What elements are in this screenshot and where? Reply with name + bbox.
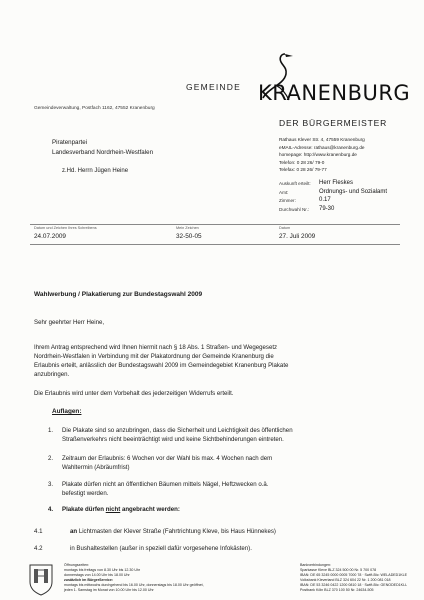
condition-item — [48, 455, 388, 475]
municipal-seal-icon — [28, 562, 54, 596]
salutation-text: Sehr geehrter Herr Heine, — [34, 319, 105, 326]
condition-number: 3. — [48, 481, 54, 488]
contact-telefax: Telefax: 0 28 26/ 79-77 — [279, 167, 327, 173]
footer-line: Sparkasse Kleve BLZ 324 500 00 Nr. 5 700 078 — [300, 568, 377, 572]
footer-bank-details — [300, 563, 407, 593]
condition-text-emphasis: nicht — [105, 506, 121, 513]
info-value: Ordnungs- und Sozialamt — [319, 188, 388, 195]
sub-item-text — [70, 545, 252, 552]
their-reference-label: Datum und Zeichen Ihres Schreibens — [34, 226, 97, 230]
info-value: 0.17 — [319, 197, 331, 204]
condition-item — [48, 481, 388, 501]
contact-address: Rathaus Klever Str. 4, 47559 Kranenburg — [279, 137, 365, 142]
condition-text-part: angebracht werden: — [120, 506, 180, 513]
footer-line: montags bis freitags von 8.30 Uhr bis 12.30 Uhr — [64, 568, 141, 572]
letterhead-name: KRANENBURG — [258, 81, 411, 105]
condition-line: Die Plakate sind so anzubringen, dass die Sicherheit und Leichtigkeit des öffentlichen — [62, 427, 293, 434]
condition-line: Straßenverkehrs nicht beeinträchtigt wird und keine Sichtbehinderungen eintreten. — [62, 435, 284, 443]
paragraph-line: Ihrem Antrag entsprechend wird Ihnen hiermit nach § 18 Abs. 1 Straßen- und Wegegesetz — [34, 344, 278, 351]
info-label: Auskunft erteilt: — [279, 181, 311, 186]
condition-text — [62, 506, 180, 515]
letter-subject: Wahlwerbung / Plakatierung zur Bundestagswahl 2009 — [34, 291, 203, 298]
condition-text — [62, 455, 272, 473]
condition-line: Wahltermin (Abräumfrist) — [62, 463, 130, 471]
sub-item-text-part: in Bushaltestellen (außer in speziell dafür vorgesehene Infokästen). — [70, 545, 252, 552]
our-reference-label: Mein Zeichen — [176, 226, 199, 230]
sub-item-emphasis: an — [70, 528, 78, 535]
sub-item-text — [70, 528, 276, 535]
condition-text-part: Plakate dürfen — [62, 506, 106, 513]
info-value: 79-30 — [319, 205, 335, 212]
paragraph-line: anzubringen. — [34, 371, 70, 378]
our-reference-value: 32-50-05 — [176, 233, 202, 240]
footer-line: Postbank Köln BLZ 370 100 50 Nr. 24634-505 — [300, 588, 374, 592]
body-paragraph — [34, 389, 234, 398]
reference-divider — [30, 244, 400, 245]
info-label: Zimmer: — [279, 198, 296, 204]
footer-line: IBAN: DE 53 3246 0422 1200 0810 18 · Swift-Bic: GENODED1KLL — [300, 583, 408, 587]
sub-item — [34, 545, 394, 554]
contact-block — [279, 136, 365, 174]
letterhead-office: DER BÜRGERMEISTER — [279, 118, 388, 128]
info-value: Herr Fleskes — [319, 180, 354, 186]
condition-item — [48, 506, 388, 516]
paragraph-line: Erlaubnis erteilt, anlässlich der Bundestagswahl 2009 im Gemeindegebiet Kranenburg Plakate — [34, 362, 289, 369]
footer-line: IBAN: DE 65 3245 0000 0005 7000 78 · Swift-Bic: WELADED1KLE — [300, 573, 408, 577]
footer-line: montags bis mittwochs durchgehend bis 16.00 Uhr, donnerstags bis 18.00 Uhr geöffnet, — [64, 583, 204, 587]
condition-text — [62, 481, 269, 499]
footer-line: Öffnungszeiten: — [64, 563, 90, 567]
paragraph-line: Nordrhein-Westfalen in Verbindung mit der Plakatordnung der Gemeinde Kranenburg die — [34, 353, 274, 360]
condition-number: 4. — [48, 506, 54, 513]
reference-divider — [30, 224, 400, 225]
contact-email: eMAIL-Adresse: rathaus@kranenburg.de — [279, 144, 365, 150]
footer-line: donnerstags von 14.00 Uhr bis 18.00 Uhr — [64, 573, 130, 577]
info-label: Amt: — [279, 189, 289, 195]
footer-opening-hours — [64, 563, 204, 593]
date-label: Datum — [279, 226, 291, 230]
condition-line: Zeitraum der Erlaubnis: 6 Wochen vor der Wahl bis max. 4 Wochen nach dem — [62, 455, 273, 462]
their-reference-value: 24.07.2009 — [34, 233, 66, 240]
sub-item-number: 4.2 — [34, 545, 43, 552]
sub-item-text-part: Lichtmasten der Klever Straße (Fahrtrichtung Kleve, bis Haus Hünnekes) — [77, 528, 276, 535]
recipient-line: Piratenpartei — [52, 139, 88, 146]
recipient-address — [52, 138, 153, 157]
body-paragraph — [34, 343, 288, 379]
conditions-heading: Auflagen: — [52, 408, 82, 415]
sender-return-address: Gemeindeverwaltung, Postfach 1162, 47552 Kranenburg — [34, 106, 155, 111]
footer-line: zusätzlich im BürgerService: — [64, 578, 114, 582]
condition-number: 1. — [48, 427, 54, 434]
condition-number: 2. — [48, 455, 54, 462]
sub-item — [34, 528, 394, 537]
footer-line: jeden 1. Samstag im Monat von 10.00 Uhr bis 12.00 Uhr — [64, 588, 154, 592]
contact-telefon: Telefon: 0 28 26/ 79-0 — [279, 159, 325, 165]
footer-line: Volksbank Kleverland BLZ 324 604 22 Nr. 1 200 081 018 — [300, 578, 391, 582]
info-label: Durchwahl Nr.: — [279, 206, 310, 212]
condition-item — [48, 427, 388, 447]
letterhead-gemeinde: GEMEINDE — [186, 82, 241, 92]
recipient-attention: z.Hd. Herrn Jügen Heine — [62, 168, 129, 174]
paragraph-line: Die Erlaubnis wird unter dem Vorbehalt des jederzeitigen Widerrufs erteilt. — [34, 390, 234, 397]
condition-text — [62, 427, 293, 445]
date-value: 27. Juli 2009 — [279, 233, 316, 240]
salutation — [34, 318, 104, 327]
sub-item-number: 4.1 — [34, 528, 43, 535]
recipient-line: Landesverband Nordrhein-Westfalen — [52, 148, 154, 156]
contact-homepage: homepage: http://www.kranenburg.de — [279, 152, 357, 158]
footer-line: Bankverbindungen: — [300, 563, 331, 567]
condition-line: Plakate dürfen nicht an öffentlichen Bäumen mittels Nägel, Heftzwecken o.ä. — [62, 481, 269, 488]
condition-line: befestigt werden. — [62, 489, 109, 497]
